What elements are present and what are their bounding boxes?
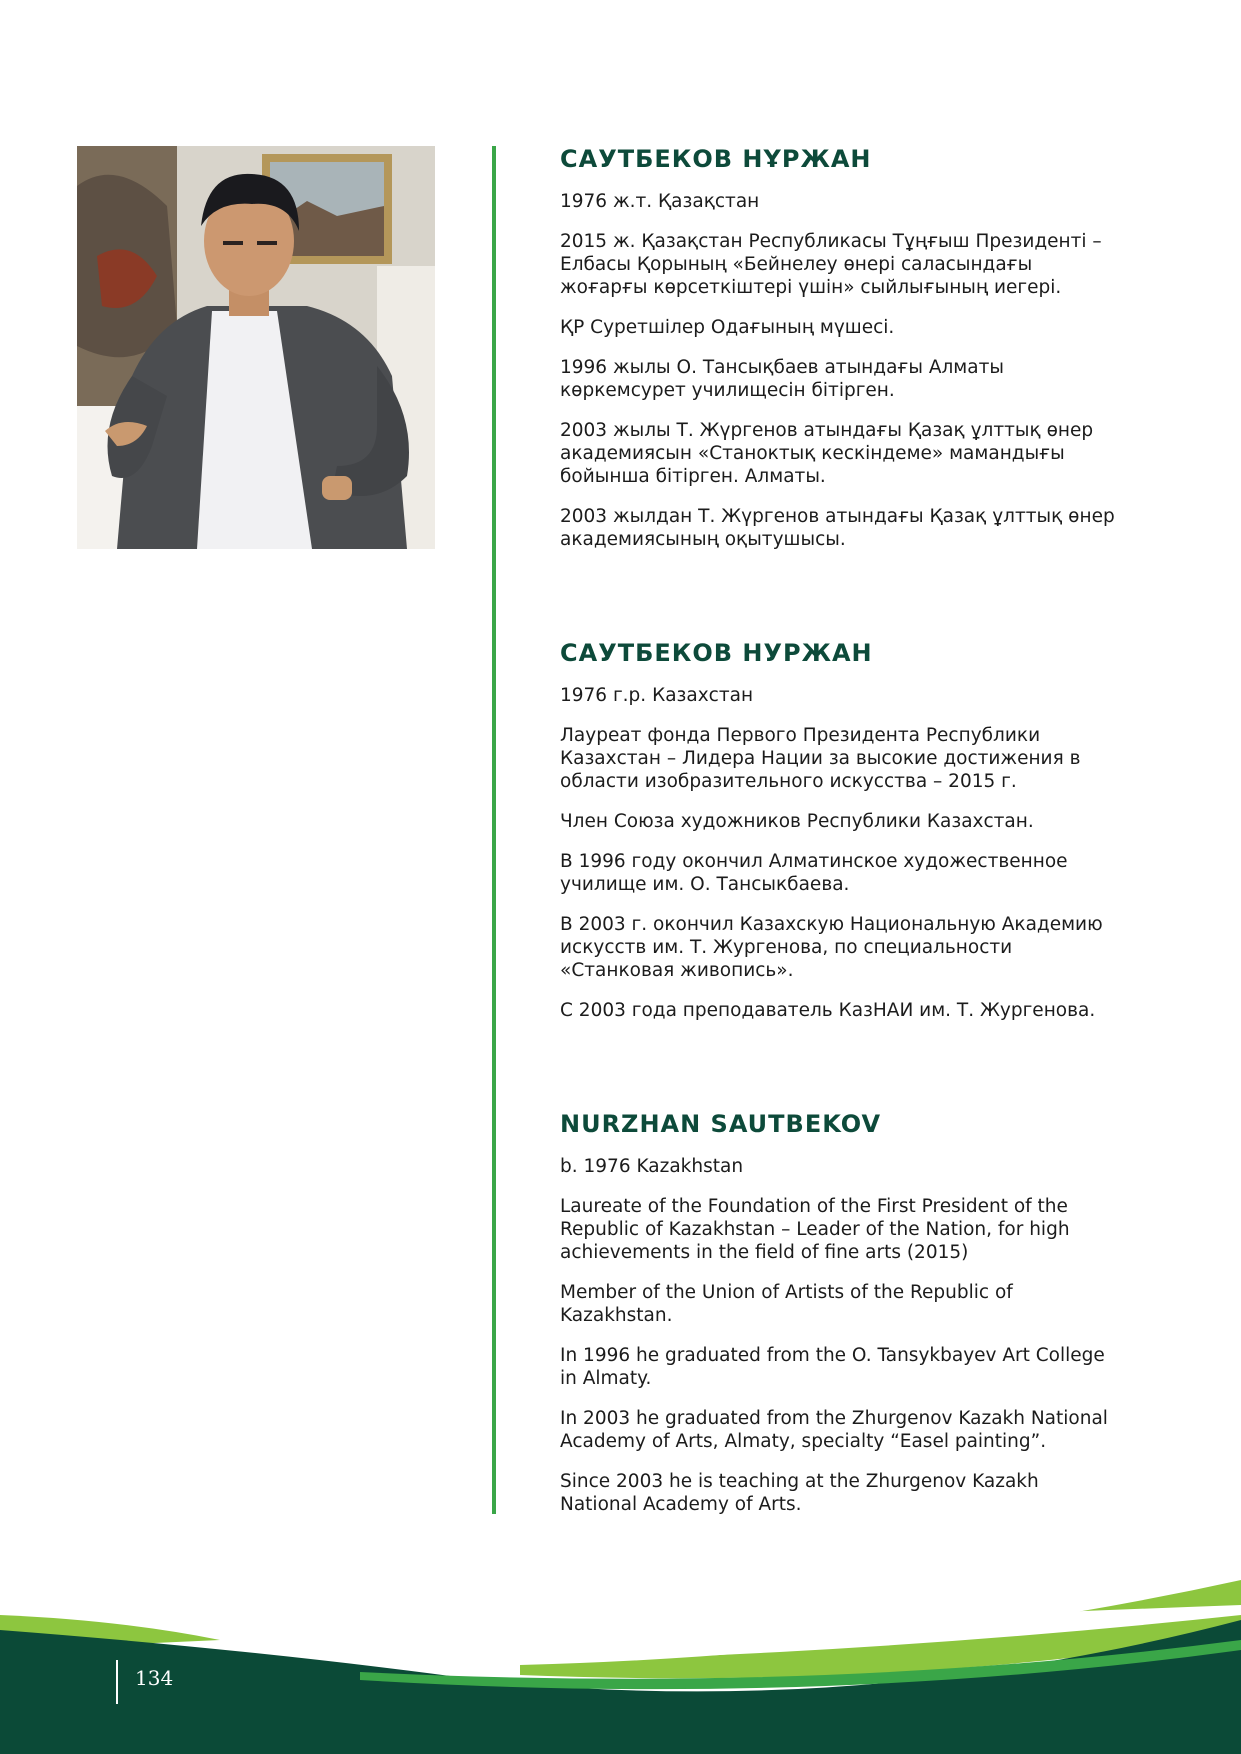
bio-paragraph: Член Союза художников Республики Казахстан. [560, 811, 1034, 832]
bio-paragraph: С 2003 года преподаватель КазНАИ им. Т. Жургенова. [560, 1000, 1096, 1021]
bio-paragraph: 1976 г.р. Казахстан [560, 685, 754, 706]
biography-english [560, 1108, 1120, 1533]
bio-paragraph: Laureate of the Foundation of the First President of the Republic of Kazakhstan – Leader of the Nation, for high achievements in the field of fine arts (2015) [560, 1196, 1070, 1263]
bio-paragraph: 1996 жылы О. Тансықбаев атындағы Алматы көркемсурет училищесін бітірген. [560, 357, 1004, 401]
artist-portrait-photo [77, 146, 435, 549]
biography-russian [560, 637, 1120, 1039]
artist-name-kz: САУТБЕКОВ НҰРЖАН [560, 145, 872, 173]
vertical-divider [492, 146, 496, 1514]
bio-paragraph: b. 1976 Kazakhstan [560, 1156, 744, 1177]
bio-paragraph: In 2003 he graduated from the Zhurgenov Kazakh National Academy of Arts, Almaty, specialty “Easel painting”. [560, 1408, 1108, 1452]
footer-waves [0, 1580, 1241, 1754]
artist-name-en: NURZHAN SAUTBEKOV [560, 1110, 882, 1138]
biography-kazakh [560, 143, 1120, 568]
page-number: 134 [135, 1666, 174, 1690]
bio-paragraph: 2003 жылы Т. Жүргенов атындағы Қазақ ұлттық өнер академиясын «Станоктық кескіндеме» мамандығы бойынша бітірген. Алматы. [560, 420, 1094, 487]
bio-paragraph: In 1996 he graduated from the O. Tansykbayev Art College in Almaty. [560, 1345, 1105, 1389]
bio-paragraph: В 1996 году окончил Алматинское художественное училище им. О. Тансыкбаева. [560, 851, 1068, 895]
bio-paragraph: Since 2003 he is teaching at the Zhurgenov Kazakh National Academy of Arts. [560, 1471, 1039, 1515]
bio-paragraph: Лауреат фонда Первого Президента Республики Казахстан – Лидера Нации за высокие достижения в области изобразительного искусства – 2015 г. [560, 725, 1081, 792]
bio-paragraph: 1976 ж.т. Қазақстан [560, 191, 760, 212]
bio-paragraph: ҚР Суретшілер Одағының мүшесі. [560, 317, 895, 338]
bio-paragraph: В 2003 г. окончил Казахскую Национальную Академию искусств им. Т. Жургенова, по специальности «Станковая живопись». [560, 914, 1103, 981]
page-number-rule [116, 1660, 118, 1704]
bio-paragraph: Member of the Union of Artists of the Republic of Kazakhstan. [560, 1282, 1013, 1326]
bio-paragraph: 2003 жылдан Т. Жүргенов атындағы Қазақ ұлттық өнер академиясының оқытушысы. [560, 506, 1115, 550]
artist-name-ru: САУТБЕКОВ НУРЖАН [560, 639, 873, 667]
footer-wave-graphic [0, 1580, 1241, 1754]
portrait-image [77, 146, 435, 549]
bio-paragraph: 2015 ж. Қазақстан Республикасы Тұңғыш Президенті – Елбасы Қорының «Бейнелеу өнері саласындағы жоғарғы көрсеткіштері үшін» сыйлығының иегері. [560, 231, 1102, 298]
